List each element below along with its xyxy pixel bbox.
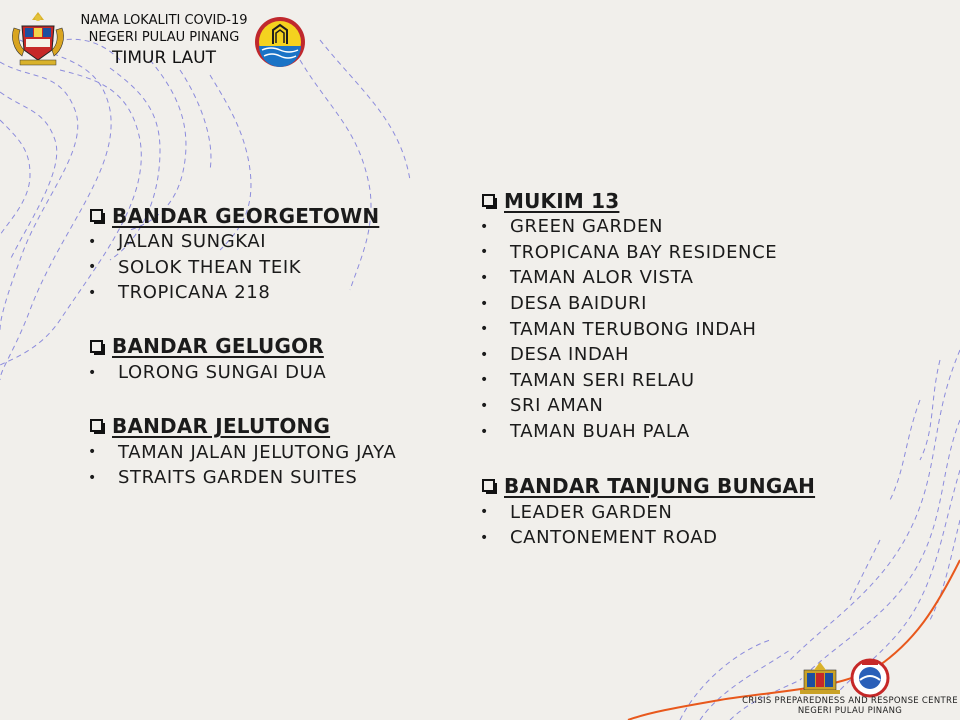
list-item: • SRI AMAN [480, 395, 604, 417]
list-item: • TAMAN ALOR VISTA [480, 267, 694, 289]
header-title [74, 12, 254, 69]
locality-list [478, 499, 918, 550]
section-bandar-gelugor [86, 333, 466, 386]
checkbox-bullet-icon [482, 479, 495, 492]
checkbox-bullet-icon [482, 194, 495, 207]
list-item: • TAMAN TERUBONG INDAH [480, 318, 757, 340]
checkbox-bullet-icon [90, 209, 103, 222]
list-item: • SOLOK THEAN TEIK [88, 256, 302, 278]
locality-list [86, 439, 466, 490]
checkbox-bullet-icon [90, 419, 103, 432]
section-title: MUKIM 13 [478, 187, 918, 214]
section-mukim-13 [478, 187, 918, 444]
section-bandar-tanjung-bungah [478, 472, 918, 550]
footer-line-1: CRISIS PREPAREDNESS AND RESPONSE CENTRE [742, 696, 958, 706]
section-title: BANDAR TANJUNG BUNGAH [478, 472, 918, 499]
section-bandar-georgetown [86, 202, 466, 306]
list-item: • CANTONEMENT ROAD [480, 527, 718, 549]
checkbox-bullet-icon [90, 340, 103, 353]
locality-list [86, 229, 466, 306]
locality-list [478, 214, 918, 444]
cprc-badge-icon [850, 658, 890, 698]
list-item: • DESA BAIDURI [480, 293, 648, 315]
footer-text [740, 696, 960, 716]
list-item: • JALAN SUNGKAI [88, 231, 267, 253]
header-line-2: NEGERI PULAU PINANG [88, 30, 240, 45]
list-item: • STRAITS GARDEN SUITES [88, 467, 358, 489]
penang-crest-icon [798, 660, 842, 696]
header-district: TIMUR LAUT [111, 48, 217, 68]
list-item: • LEADER GARDEN [480, 501, 673, 523]
left-column [86, 202, 466, 491]
list-item: • GREEN GARDEN [480, 216, 664, 238]
section-title: BANDAR JELUTONG [86, 412, 466, 439]
section-title: BANDAR GELUGOR [86, 333, 466, 360]
list-item: • TROPICANA BAY RESIDENCE [480, 241, 778, 263]
footer-cprc [740, 656, 960, 720]
section-title: BANDAR GEORGETOWN [86, 202, 466, 229]
list-item: • TAMAN BUAH PALA [480, 421, 690, 443]
header [0, 0, 340, 90]
list-item: • TROPICANA 218 [88, 282, 271, 304]
locality-list [86, 360, 466, 386]
list-item: • TAMAN SERI RELAU [480, 369, 695, 391]
malaysia-coat-of-arms-icon [8, 10, 68, 68]
list-item: • DESA INDAH [480, 344, 630, 366]
right-column [478, 187, 918, 551]
section-bandar-jelutong [86, 412, 466, 490]
penang-state-crest-icon [254, 16, 306, 68]
list-item: • TAMAN JALAN JELUTONG JAYA [88, 441, 397, 463]
list-item: • LORONG SUNGAI DUA [88, 362, 327, 384]
header-line-1: NAMA LOKALITI COVID-19 [80, 13, 248, 28]
footer-line-2: NEGERI PULAU PINANG [797, 706, 903, 716]
